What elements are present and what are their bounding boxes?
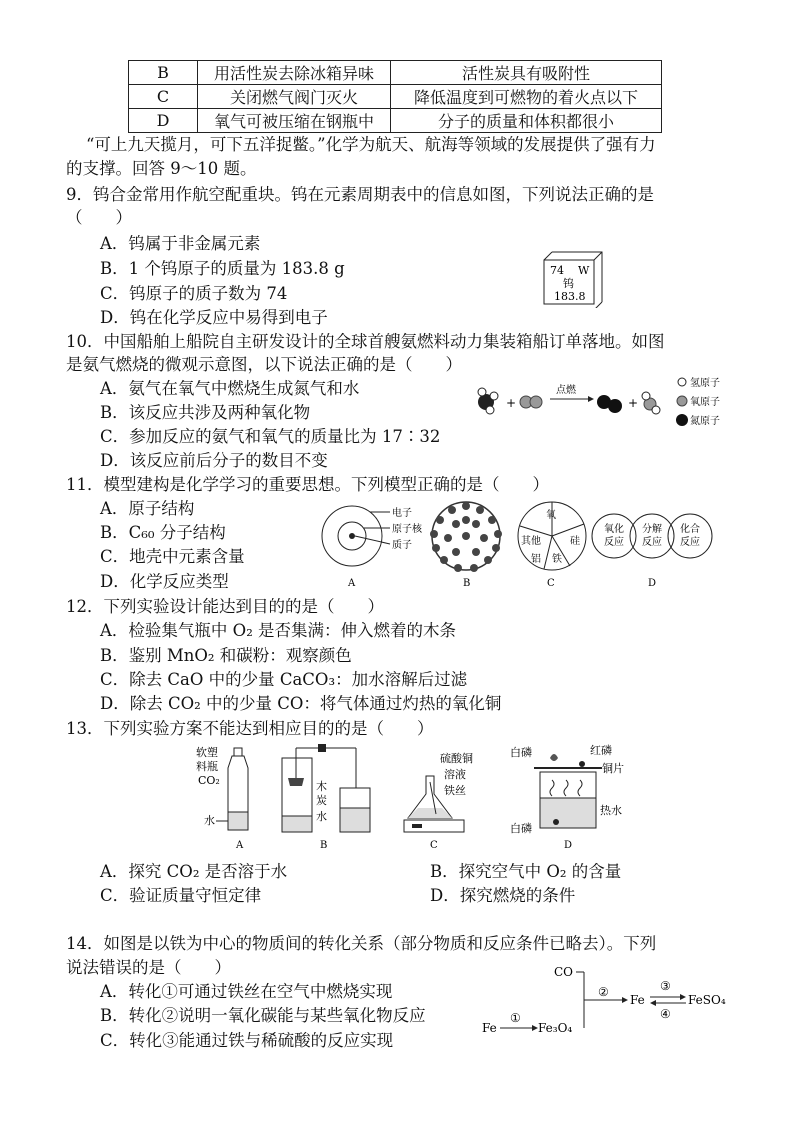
q12-option-b: B．鉴别 MnO₂ 和碳粉：观察颜色 [100, 646, 352, 665]
label-4: ④ [660, 1007, 671, 1021]
q11-stem: 11．模型建构是化学学习的重要思想。下列模型正确的是（ ） [66, 475, 549, 494]
q14-option-a: A．转化①可通过铁丝在空气中燃烧实现 [100, 982, 393, 1001]
atom-model [322, 506, 423, 566]
label-solution: 溶液 [444, 768, 466, 781]
row-fact: 关闭燃气阀门灭火 [198, 85, 391, 109]
caption-d: D [564, 840, 573, 851]
label-plastic-bottle-2: 料瓶 [196, 760, 218, 773]
q10-option-b: B．该反应共涉及两种氧化物 [100, 403, 311, 422]
caption-a: A [348, 578, 356, 589]
caption-c: C [547, 578, 555, 589]
q12-option-c: C．除去 CaO 中的少量 CaCO₃：加水溶解后过滤 [100, 670, 468, 689]
caption-b: B [320, 840, 328, 851]
q9-option-a: A．钨属于非金属元素 [100, 234, 261, 253]
q14-option-b: B．转化②说明一氧化碳能与某些氧化物反应 [100, 1006, 426, 1025]
pie-label-other: 其他 [521, 536, 541, 547]
q9-stem-2: （ ） [66, 208, 132, 227]
label-white-phosphorus: 白磷 [510, 746, 532, 759]
label-charcoal: 木 [316, 780, 327, 793]
node-fe-mid: Fe [630, 993, 645, 1007]
row-fact: 用活性炭去除冰箱异味 [198, 61, 391, 85]
venn-label-oxidation: 氧化 [604, 524, 624, 535]
label-white-phosphorus-2: 白磷 [510, 822, 532, 835]
crust-elements-pie [518, 502, 586, 570]
pie-label-oxygen: 氧 [546, 510, 556, 521]
q9-option-d: D．钨在化学反应中易得到电子 [100, 308, 328, 327]
node-feso4: FeSO₄ [688, 993, 726, 1007]
q14-option-c: C．转化③能通过铁与稀硫酸的反应实现 [100, 1031, 394, 1050]
legend-oxygen: 氧原子 [690, 397, 720, 408]
venn-label-decomposition: 分解 [642, 524, 662, 535]
answer-table [128, 60, 662, 133]
venn-label-oxidation-2: 反应 [604, 537, 624, 548]
q9-option-c: C．钨原子的质子数为 74 [100, 284, 288, 303]
label-charcoal-2: 炭 [316, 794, 327, 807]
q11-option-a: A．原子结构 [100, 499, 195, 518]
tile-mass: 183.8 [554, 290, 586, 303]
q13-option-d: D．探究燃烧的条件 [430, 886, 576, 905]
label-red-phosphorus: 红磷 [590, 744, 612, 757]
label-copper-plate: 铜片 [602, 762, 624, 775]
plus-sign: + [628, 396, 639, 410]
q13-option-c: C．验证质量守恒定律 [100, 886, 262, 905]
label-water: 水 [316, 810, 327, 823]
q12-option-d: D．除去 CO₂ 中的少量 CO：将气体通过灼热的氧化铜 [100, 694, 502, 713]
balance-flask-apparatus [404, 751, 473, 832]
venn-label-combination-2: 反应 [680, 537, 700, 548]
q11-option-d: D．化学反应类型 [100, 572, 229, 591]
q12-option-a: A．检验集气瓶中 O₂ 是否集满：伸入燃着的木条 [100, 621, 457, 640]
model-figures [318, 498, 738, 590]
q10-option-c: C．参加反应的氨气和氧气的质量比为 17∶32 [100, 427, 441, 446]
q12-stem: 12．下列实验设计能达到目的的是（ ） [66, 597, 384, 616]
table-row [129, 61, 662, 85]
label-1: ① [510, 1011, 521, 1025]
row-explanation: 活性炭具有吸附性 [391, 61, 662, 85]
q10-stem-2: 是氨气燃烧的微观示意图，以下说法正确的是（ ） [66, 355, 462, 374]
ammonia-combustion-diagram [470, 368, 740, 434]
tungsten-element-tile [540, 248, 610, 308]
label-water: 水 [204, 814, 215, 827]
tile-symbol: W [578, 264, 590, 277]
caption-a: A [236, 840, 244, 851]
label-plastic-bottle: 软塑 [196, 746, 218, 759]
label-iron-wire: 铁丝 [444, 784, 466, 797]
table-row [129, 109, 662, 133]
experiment-figures [190, 742, 630, 854]
label-nucleus: 原子核 [392, 524, 422, 535]
label-2: ② [598, 985, 609, 999]
plus-sign: + [506, 396, 517, 410]
q9-option-b: B．1 个钨原子的质量为 183.8 g [100, 259, 345, 278]
table-row [129, 85, 662, 109]
combustion-beaker-apparatus [510, 743, 624, 835]
caption-b: B [463, 578, 471, 589]
q13-option-b: B．探究空气中 O₂ 的含量 [430, 862, 622, 881]
caption-c: C [430, 840, 438, 851]
q11-option-c: C．地壳中元素含量 [100, 547, 245, 566]
venn-label-decomposition-2: 反应 [642, 537, 662, 548]
intro-line-2: 的支撑。回答 9～10 题。 [66, 159, 257, 178]
row-label: D [129, 109, 198, 133]
plastic-bottle-apparatus [196, 746, 248, 830]
q10-stem: 10．中国船舶上船院自主研发设计的全球首艘氨燃料动力集装箱船订单落地。如图 [66, 332, 665, 351]
pie-label-silicon: 硅 [570, 536, 580, 547]
q14-stem: 14．如图是以铁为中心的物质间的转化关系（部分物质和反应条件已略去）。下列 [66, 934, 657, 953]
node-co: CO [554, 965, 574, 979]
label-copper-sulfate: 硫酸铜 [440, 752, 473, 765]
q14-stem-2: 说法错误的是（ ） [66, 958, 231, 977]
node-fe-left: Fe [482, 1021, 497, 1035]
caption-d: D [648, 578, 657, 589]
label-3: ③ [660, 979, 671, 993]
q9-stem: 9．钨合金常用作航空配重块。钨在元素周期表中的信息如图，下列说法正确的是 [66, 185, 654, 204]
label-proton: 质子 [392, 540, 412, 551]
q11-option-b: B．C₆₀ 分子结构 [100, 523, 226, 542]
label-co2: CO₂ [198, 774, 220, 787]
legend-hydrogen: 氢原子 [690, 378, 720, 389]
pie-label-aluminum: 铝 [531, 554, 541, 565]
c60-model [430, 502, 502, 572]
row-explanation: 降低温度到可燃物的着火点以下 [391, 85, 662, 109]
row-label: C [129, 85, 198, 109]
label-electron: 电子 [392, 508, 412, 519]
legend-nitrogen: 氮原子 [690, 416, 720, 427]
q10-option-a: A．氨气在氧气中燃烧生成氮气和水 [100, 379, 360, 398]
reaction-condition: 点燃 [556, 385, 576, 396]
q13-stem: 13．下列实验方案不能达到相应目的的是（ ） [66, 719, 434, 738]
reaction-types-venn [592, 514, 712, 558]
q10-option-d: D．该反应前后分子的数目不变 [100, 451, 328, 470]
row-fact: 氧气可被压缩在钢瓶中 [198, 109, 391, 133]
pie-label-iron: 铁 [552, 554, 562, 565]
node-fe3o4: Fe₃O₄ [538, 1021, 573, 1035]
tile-name: 钨 [563, 277, 574, 290]
intro-line-1: “可上九天揽月，可下五洋捉鳖。”化学为航天、航海等领域的发展提供了强有力 [86, 135, 656, 154]
q13-option-a: A．探究 CO₂ 是否溶于水 [100, 862, 288, 881]
tile-number: 74 [550, 264, 564, 277]
charcoal-jar-apparatus [282, 744, 370, 832]
iron-conversion-diagram [476, 962, 736, 1036]
label-hot-water: 热水 [600, 804, 622, 817]
row-explanation: 分子的质量和体积都很小 [391, 109, 662, 133]
venn-label-combination: 化合 [680, 524, 700, 535]
row-label: B [129, 61, 198, 85]
